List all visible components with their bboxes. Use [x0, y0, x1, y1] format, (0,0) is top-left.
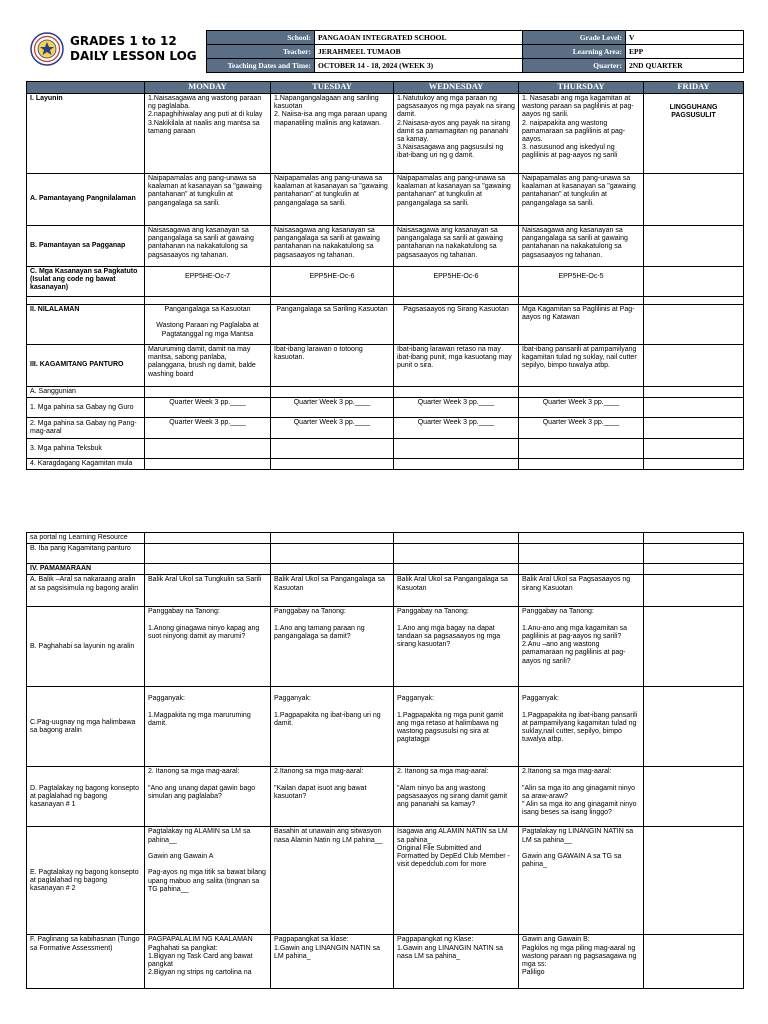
- spacer-cell: [519, 297, 644, 305]
- table-row: [27, 418, 744, 439]
- cell-paghahabi-mon: Panggabay na Tanong: 1.Anong ginagawa ninyo kapag ang suot ninyong damit ay marumi?: [145, 607, 271, 687]
- table-row: [27, 305, 744, 345]
- table-row: [27, 439, 744, 459]
- empty-cell: [644, 387, 744, 398]
- empty-cell: [519, 439, 644, 459]
- table-row: [27, 935, 744, 989]
- row-label-pamantayang-pangnilalaman: A. Pamantayang Pangnilalaman: [27, 174, 145, 226]
- cell-pagtalakay1-tue: 2.Itanong sa mga mag-aaral: "Kailan dapat isuot ang bawat kasuotan?: [271, 767, 394, 827]
- cell-gabay-mag-aaral-wed: Quarter Week 3 pp.____: [394, 418, 519, 439]
- day-header-friday: FRIDAY: [644, 82, 744, 94]
- school-label: School:: [207, 31, 315, 45]
- row-label-paglinang: F. Paglinang sa kabihasnan (Tungo sa Formative Assessment): [27, 935, 145, 989]
- row-label-gabay-guro: 1. Mga pahina sa Gabay ng Guro: [27, 398, 145, 418]
- empty-cell: [519, 387, 644, 398]
- dates-label: Teaching Dates and Time:: [207, 59, 315, 73]
- table-row: [27, 459, 744, 470]
- table-row: [27, 345, 744, 387]
- empty-cell: [644, 439, 744, 459]
- cell-pagganap-thu: Naisasagawa ang kasanayan sa pangangalaga sa sarili at gawaing pantahanan na nakakatulong sa pagsasaayos ng tahanan.: [519, 226, 644, 267]
- cell-gabay-guro-mon: Quarter Week 3 pp.____: [145, 398, 271, 418]
- cell-layunin-thu: 1. Nasasabi ang mga kagamitan at wastong paraan sa paglilinis at pag-aayos ng sarili. 2. naipapakita ang wastong pamamaraan sa paglilinis at pag-aayos. 3. nasusunod ang iskedyul ng paglilinis at pag-aayos ng sarili: [519, 94, 644, 174]
- spacer-cell: [644, 297, 744, 305]
- cell-pagtalakay2-fri: [644, 827, 744, 935]
- cell-pagtalakay2-thu: Pagtalakay ng LINANGIN NATIN sa LM sa pahina__ Gawin ang GAWAIN A sa TG sa pahina_: [519, 827, 644, 935]
- cell-gabay-mag-aaral-fri: [644, 418, 744, 439]
- table-row: [27, 174, 744, 226]
- grade-value: V: [626, 31, 744, 45]
- cell-pangnilalaman-fri: [644, 174, 744, 226]
- empty-cell: [519, 544, 644, 564]
- cell-pagtalakay2-mon: Pagtalakay ng ALAMIN sa LM sa pahina__ Gawin ang Gawain A Pag-ayos ng mga titik sa bawat bilang upang mabuo ang salita (tingnan sa TG pahina__: [145, 827, 271, 935]
- cell-kagamitan-mon: Maruruming damit, damit na may mantsa, sabong panlaba, palanggana, brush ng damit, balde washing board: [145, 345, 271, 387]
- empty-cell: [145, 564, 271, 575]
- table-row: [27, 226, 744, 267]
- cell-kagamitan-fri: [644, 345, 744, 387]
- spacer-cell: [394, 297, 519, 305]
- cell-kasanayan-thu: EPP5HE-Oc-5: [519, 267, 644, 297]
- table-row: [27, 827, 744, 935]
- cell-balik-aral-wed: Balik Aral Ukol sa Pangangalaga sa Kasuotan: [394, 575, 519, 607]
- empty-cell: [519, 459, 644, 470]
- spacer-row: [27, 297, 744, 305]
- teacher-value: JERAHMEEL TUMAOB: [315, 45, 523, 59]
- empty-cell: [271, 439, 394, 459]
- table-row: [27, 533, 744, 544]
- cell-layunin-tue: 1.Napangangalagaan ang sariling kasuotan 2. Naiisa-isa ang mga paraan upang mapanatiling malinis ang katawan.: [271, 94, 394, 174]
- cell-gabay-guro-wed: Quarter Week 3 pp.____: [394, 398, 519, 418]
- empty-cell: [394, 564, 519, 575]
- cell-pag-uugnay-thu: Pagganyak: 1.Pagpapakita ng ibat-ibang pansarili at pampamilyang kagamitan tulad ng suklay,nail cutter, sepilyo, bimpo tuwalya atbp.: [519, 687, 644, 767]
- cell-kasanayan-wed: EPP5HE-Oc-6: [394, 267, 519, 297]
- spacer-cell: [27, 297, 145, 305]
- cell-pagtalakay2-wed: Isagawa ang ALAMIN NATIN sa LM sa pahina_ Original File Submitted and Formatted by DepEd Club Member - visit depedclub.com for more: [394, 827, 519, 935]
- row-label-balik-aral: A. Balik –Aral sa nakaraang aralin at sa pagsisimula ng bagong aralin: [27, 575, 145, 607]
- table-row: [27, 607, 744, 687]
- school-value: PANGAOAN INTEGRATED SCHOOL: [315, 31, 523, 45]
- page-1: [0, 0, 768, 480]
- row-label-pagtalakay-2: E. Pagtalakay ng bagong konsepto at paglalahad ng bagong kasanayan # 2: [27, 827, 145, 935]
- cell-nilalaman-mon: Pangangalaga sa Kasuotan Wastong Paraan ng Paglalaba at Pagtatanggal ng mga Mantsa: [145, 305, 271, 345]
- cell-layunin-wed: 1.Natutukoy ang mga paraan ng pagsasaayos ng mga payak na sirang damit. 2.Naisasa-ayos ang payak na sirang damit sa pamamagitan ng pananahi sa kamay. 3.Naisasagawa ang pagsusulsi ng ibat-ibang uri ng g damit.: [394, 94, 519, 174]
- cell-gabay-mag-aaral-mon: Quarter Week 3 pp.____: [145, 418, 271, 439]
- cell-nilalaman-tue: Pangangalaga sa Sariling Kasuotan: [271, 305, 394, 345]
- empty-cell: [519, 564, 644, 575]
- cell-kasanayan-fri: [644, 267, 744, 297]
- spacer-cell: [271, 297, 394, 305]
- empty-cell: [644, 533, 744, 544]
- quarter-value: 2ND QUARTER: [626, 59, 744, 73]
- row-label-sanggunian: A. Sanggunian: [27, 387, 145, 398]
- empty-cell: [145, 544, 271, 564]
- cell-balik-aral-mon: Balik Aral Ukol sa Tungkulin sa Sarili: [145, 575, 271, 607]
- table-row: [27, 267, 744, 297]
- cell-kagamitan-wed: Ibat-ibang larawan retaso na may ibat-ibang punit, mga kasuotang may punit o sira.: [394, 345, 519, 387]
- cell-pagtalakay1-thu: 2.Itanong sa mga mag-aaral: "Alin sa mga ito ang ginagamit ninyo sa araw-araw? " Alin sa mga ito ang ginagamit ninyo isang beses sa isang linggo?: [519, 767, 644, 827]
- document-title: [70, 34, 197, 64]
- cell-pangnilalaman-wed: Naipapamalas ang pang-unawa sa kaalaman at kasanayan sa "gawaing pantahanan" at tungkulin at pangangalaga sa sarili.: [394, 174, 519, 226]
- cell-gabay-guro-fri: [644, 398, 744, 418]
- area-label: Learning Area:: [523, 45, 626, 59]
- spacer-cell: [145, 297, 271, 305]
- empty-cell: [644, 544, 744, 564]
- row-label-karagdagang: 4. Karagdagang Kagamitan mula: [27, 459, 145, 470]
- area-value: EPP: [626, 45, 744, 59]
- table-row: [27, 564, 744, 575]
- table-row: [27, 387, 744, 398]
- empty-cell: [271, 564, 394, 575]
- cell-pagtalakay1-fri: [644, 767, 744, 827]
- dates-value: OCTOBER 14 - 18, 2024 (WEEK 3): [315, 59, 523, 73]
- row-label-pagtalakay-1: D. Pagtalakay ng bagong konsepto at paglalahad ng bagong kasanayan # 1: [27, 767, 145, 827]
- table-row: [27, 767, 744, 827]
- empty-cell: [145, 387, 271, 398]
- cell-pagtalakay2-tue: Basahin at unawain ang sitwasyon nasa Alamin Natin ng LM pahina__: [271, 827, 394, 935]
- empty-cell: [271, 544, 394, 564]
- deped-seal-icon: [30, 32, 64, 66]
- row-label-pamantayan-sa-pagganap: B. Pamantayan sa Pagganap: [27, 226, 145, 267]
- cell-pagganap-wed: Naisasagawa ang kasanayan sa pangangalaga sa sarili at gawaing pantahanan na nakakatulong sa pagsasaayos ng tahanan.: [394, 226, 519, 267]
- empty-cell: [394, 459, 519, 470]
- row-label-iba-pang-kagamitan: B. Iba pang Kagamitang panturo: [27, 544, 145, 564]
- day-header-wednesday: WEDNESDAY: [394, 82, 519, 94]
- cell-pagganap-mon: Naisasagawa ang kasanayan sa pangangalaga sa sarili at gawaing pantahanan na nakakatulong sa pagsasaayos ng tahanan.: [145, 226, 271, 267]
- table-row: [27, 544, 744, 564]
- cell-nilalaman-thu: Mga Kagamitan sa Paglilinis at Pag-aayos ng Katawan: [519, 305, 644, 345]
- lesson-table-page-2: [26, 532, 744, 989]
- teacher-label: Teacher:: [207, 45, 315, 59]
- title-line-1: GRADES 1 to 12: [70, 34, 177, 48]
- table-row: [27, 94, 744, 174]
- day-header-tuesday: TUESDAY: [271, 82, 394, 94]
- cell-balik-aral-thu: Balik Aral Ukol sa Pagsasaayos ng sirang Kasuotan: [519, 575, 644, 607]
- empty-cell: [271, 459, 394, 470]
- cell-pag-uugnay-wed: Pagganyak: 1.Pagpapakita ng mga punit gamit ang mga retaso at halimbawa ng wastong pagsusulsi ng sira at pagtatagpi: [394, 687, 519, 767]
- row-label-paghahabi: B. Paghahabi sa layunin ng aralin: [27, 607, 145, 687]
- table-row: [27, 687, 744, 767]
- lesson-table-page-1: [26, 81, 744, 470]
- cell-gabay-mag-aaral-thu: Quarter Week 3 pp.____: [519, 418, 644, 439]
- page-2: [0, 532, 768, 1024]
- cell-paglinang-thu: Gawin ang Gawain B: Pagkilos ng mga piling mag-aaral ng wastong paraan ng pagsasagawa ng mga ss: Paliligo: [519, 935, 644, 989]
- table-row: [27, 575, 744, 607]
- row-label-pamamaraan: IV. PAMAMARAAN: [27, 564, 145, 575]
- row-label-teksbuk: 3. Mga pahina Teksbuk: [27, 439, 145, 459]
- empty-cell: [145, 533, 271, 544]
- cell-kagamitan-tue: Ibat-ibang larawan o totoong kasuotan.: [271, 345, 394, 387]
- day-header-thursday: THURSDAY: [519, 82, 644, 94]
- cell-layunin-fri: LINGGUHANG PAGSUSULIT: [644, 94, 744, 174]
- cell-kasanayan-mon: EPP5HE-Oc-7: [145, 267, 271, 297]
- cell-pagganap-fri: [644, 226, 744, 267]
- empty-cell: [394, 533, 519, 544]
- cell-gabay-mag-aaral-tue: Quarter Week 3 pp.____: [271, 418, 394, 439]
- cell-pangnilalaman-mon: Naipapamalas ang pang-unawa sa kaalaman at kasanayan sa "gawaing pantahanan" at tungkulin at pangangalaga sa sarili.: [145, 174, 271, 226]
- row-label-kagamitang-panturo: III. KAGAMITANG PANTURO: [27, 345, 145, 387]
- cell-pangnilalaman-tue: Naipapamalas ang pang-unawa sa kaalaman at kasanayan sa "gawaing pantahanan" at tungkulin at pangangalaga sa sarili.: [271, 174, 394, 226]
- title-line-2: DAILY LESSON LOG: [70, 49, 197, 63]
- cell-paghahabi-fri: [644, 607, 744, 687]
- info-table: [206, 30, 744, 73]
- cell-pangnilalaman-thu: Naipapamalas ang pang-unawa sa kaalaman at kasanayan sa "gawaing pantahanan" at tungkulin at pangangalaga sa sarili.: [519, 174, 644, 226]
- cell-layunin-mon: 1.Naisasagawa ang wastong paraan ng paglalaba. 2.napaghihiwalay ang puti at di kulay 3.Nakikilala at naalis ang mantsa sa tamang paraan: [145, 94, 271, 174]
- empty-cell: [145, 439, 271, 459]
- cell-pagtalakay1-wed: 2. Itanong sa mga mag-aaral: "Alam ninyo ba ang wastong pagsasaayos ng sirang damit gamit ang pananahi sa kamay?: [394, 767, 519, 827]
- grade-label: Grade Level:: [523, 31, 626, 45]
- empty-cell: [394, 387, 519, 398]
- empty-cell: [394, 544, 519, 564]
- empty-cell: [271, 387, 394, 398]
- row-label-pag-uugnay: C.Pag-uugnay ng mga halimbawa sa bagong aralin: [27, 687, 145, 767]
- cell-pagganap-tue: Naisasagawa ang kasanayan sa pangangalaga sa sarili at gawaing pantahanan na nakakatulong sa pagsasaayos ng tahanan.: [271, 226, 394, 267]
- empty-cell: [644, 564, 744, 575]
- cell-nilalaman-fri: [644, 305, 744, 345]
- row-label-gabay-mag-aaral: 2. Mga pahina sa Gabay ng Pang-mag-aaral: [27, 418, 145, 439]
- row-label-mga-kasanayan: C. Mga Kasanayan sa Pagkatuto (Isulat ang code ng bawat kasanayan): [27, 267, 145, 297]
- cell-kasanayan-tue: EPP5HE-Oc-6: [271, 267, 394, 297]
- corner-header: [27, 82, 145, 94]
- empty-cell: [644, 459, 744, 470]
- cell-paghahabi-wed: Panggabay na Tanong: 1.Ano ang mga bagay na dapat tandaan sa pagsasaayos ng mga sirang kasuotan?: [394, 607, 519, 687]
- cell-paghahabi-tue: Panggabay na Tanong: 1.Ano ang tamang paraan ng pangangalaga sa damit?: [271, 607, 394, 687]
- day-header-monday: MONDAY: [145, 82, 271, 94]
- empty-cell: [519, 533, 644, 544]
- empty-cell: [271, 533, 394, 544]
- cell-gabay-guro-tue: Quarter Week 3 pp.____: [271, 398, 394, 418]
- cell-nilalaman-wed: Pagsasaayos ng Sirang Kasuotan: [394, 305, 519, 345]
- table-row: [27, 398, 744, 418]
- cell-paglinang-fri: [644, 935, 744, 989]
- row-label-portal: sa portal ng Learning Resource: [27, 533, 145, 544]
- cell-pag-uugnay-fri: [644, 687, 744, 767]
- cell-pag-uugnay-mon: Pagganyak: 1.Magpakita ng mga maruruming damit.: [145, 687, 271, 767]
- cell-balik-aral-tue: Balik Aral Ukol sa Pangangalaga sa Kasuotan: [271, 575, 394, 607]
- empty-cell: [394, 439, 519, 459]
- cell-paglinang-tue: Pagpapangkat sa klase: 1.Gawin ang LINANGIN NATIN sa LM pahina_: [271, 935, 394, 989]
- cell-paglinang-mon: PAGPAPALALIM NG KAALAMAN Paghahati sa pangkat: 1.Bigyan ng Task Card ang bawat pangkat 2.Bigyan ng strips ng cartolina na: [145, 935, 271, 989]
- quarter-label: Quarter:: [523, 59, 626, 73]
- cell-gabay-guro-thu: Quarter Week 3 pp.____: [519, 398, 644, 418]
- cell-pag-uugnay-tue: Pagganyak: 1.Pagpapakita ng ibat-ibang uri ng damit.: [271, 687, 394, 767]
- cell-pagtalakay1-mon: 2. Itanong sa mga mag-aaral: "Ano ang unang dapat gawin bago simulan ang paglalaba?: [145, 767, 271, 827]
- empty-cell: [145, 459, 271, 470]
- cell-paglinang-wed: Pagpapangkat ng Klase: 1.Gawin ang LINANGIN NATIN sa nasa LM sa pahina_: [394, 935, 519, 989]
- cell-balik-aral-fri: [644, 575, 744, 607]
- cell-paghahabi-thu: Panggabay na Tanong: 1.Anu-ano ang mga kagamitan sa paglilinis at pag-aayos ng sarili? 2.Anu –ano ang wastong pamamaraan ng paglilinis at pag-aayos ng sarili?: [519, 607, 644, 687]
- row-label-nilalaman: II. NILALAMAN: [27, 305, 145, 345]
- row-label-layunin: I. Layunin: [27, 94, 145, 174]
- cell-kagamitan-thu: Ibat-ibang pansarili at pampamilyang kagamitan tulad ng suklay, nail cutter sepilyo, bimpo tuwalya atbp.: [519, 345, 644, 387]
